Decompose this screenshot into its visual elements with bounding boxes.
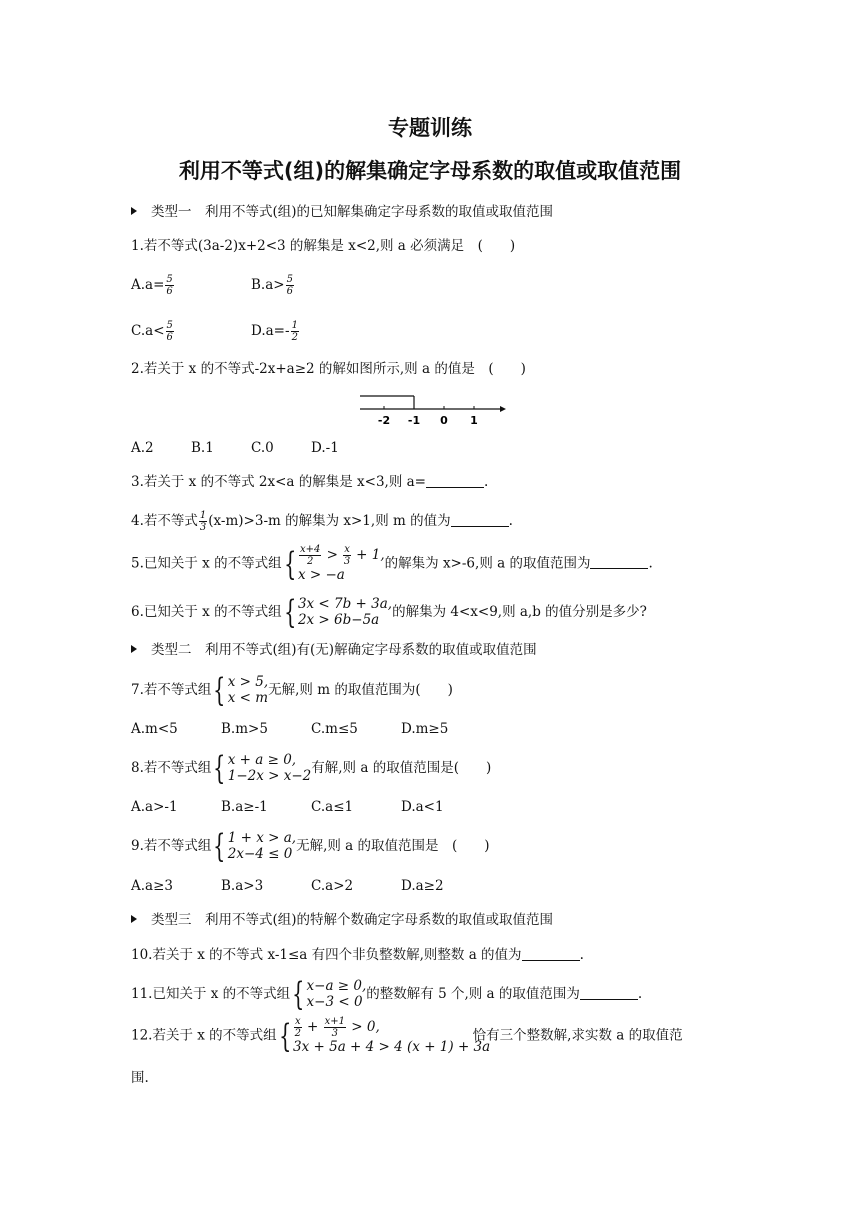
q7-option-b: B.m>5 xyxy=(221,721,268,737)
q1-option-d: D.a=- $\frac{1}{2}$ xyxy=(251,320,298,343)
page-subtitle: 利用不等式(组)的解集确定字母系数的取值或取值范围 xyxy=(178,159,682,183)
inequality-system: { 1 + x > a, 2x−4 ≤ 0 xyxy=(213,827,297,865)
question-12-continued: 围. xyxy=(131,1070,149,1086)
question-3: 3.若关于 x 的不等式 2x<a 的解集是 x<3,则 a= . xyxy=(131,474,489,490)
q1-option-c: C.a< $\frac{5}{6}$ xyxy=(131,320,173,343)
tick-label: 0 xyxy=(440,414,448,427)
triangle-bullet-icon xyxy=(131,915,137,923)
q8-option-a: A.a>-1 xyxy=(131,799,178,815)
question-7: 7.若不等式组 { x > 5, x < m 无解,则 m 的取值范围为( ) xyxy=(131,671,453,709)
q9-option-d: D.a≥2 xyxy=(401,878,444,894)
q2-option-b: B.1 xyxy=(191,440,214,456)
question-5: 5.已知关于 x 的不等式组 { $\frac{x+4}{2}$ > $\frac{x}{3}$ + 1, x > −a 的解集为 x>-6,则 a 的取值范围为 . xyxy=(131,544,653,583)
inequality-system: { x > 5, x < m xyxy=(213,671,269,709)
q8-option-c: C.a≤1 xyxy=(311,799,354,815)
section-heading-3: 类型三 利用不等式(组)的特解个数确定字母系数的取值或取值范围 xyxy=(131,910,553,930)
question-6: 6.已知关于 x 的不等式组 { 3x < 7b + 3a, 2x > 6b−5a 的解集为 4<x<9,则 a,b 的值分别是多少? xyxy=(131,593,647,631)
inequality-system: { x−a ≥ 0, x−3 < 0 xyxy=(292,975,367,1013)
section-heading-2: 类型二 利用不等式(组)有(无)解确定字母系数的取值或取值范围 xyxy=(131,640,537,660)
page-title: 专题训练 xyxy=(388,116,472,140)
question-9: 9.若不等式组 { 1 + x > a, 2x−4 ≤ 0 无解,则 a 的取值范围是 ( ) xyxy=(131,827,490,865)
answer-blank xyxy=(522,960,580,961)
q1-option-a: A.a= $\frac{5}{6}$ xyxy=(131,274,173,297)
answer-blank xyxy=(590,568,648,569)
triangle-bullet-icon xyxy=(131,207,137,215)
question-12: 12.若关于 x 的不等式组 { $\frac{x}{2}$ + $\frac{x+1}{3}$ > 0, 3x + 5a + 4 > 4 (x + 1) + 3a 恰有三个整数解,求实数 a 的取值范 xyxy=(131,1016,683,1055)
q9-option-c: C.a>2 xyxy=(311,878,354,894)
question-1-stem: 1.若不等式(3a-2)x+2<3 的解集是 x<2,则 a 必须满足 ( ) xyxy=(131,238,516,254)
inequality-system: { 3x < 7b + 3a, 2x > 6b−5a xyxy=(283,593,393,631)
tick-label: -1 xyxy=(407,414,421,427)
q7-option-d: D.m≥5 xyxy=(401,721,449,737)
q9-option-b: B.a>3 xyxy=(221,878,264,894)
q9-option-a: A.a≥3 xyxy=(131,878,173,894)
triangle-bullet-icon xyxy=(131,645,137,653)
q2-option-c: C.0 xyxy=(251,440,274,456)
arrow-right-icon xyxy=(500,406,506,412)
tick-label: 1 xyxy=(470,414,478,427)
question-4: 4.若不等式 $\frac{1}{3}$ (x-m)>3-m 的解集为 x>1,则 m 的值为 . xyxy=(131,510,513,533)
q7-option-a: A.m<5 xyxy=(131,721,178,737)
q1-option-b: B.a> $\frac{5}{6}$ xyxy=(251,274,293,297)
question-10: 10.若关于 x 的不等式 x-1≤a 有四个非负整数解,则整数 a 的值为 . xyxy=(131,947,584,963)
answer-blank xyxy=(451,526,509,527)
q8-option-d: D.a<1 xyxy=(401,799,444,815)
question-2-stem: 2.若关于 x 的不等式-2x+a≥2 的解如图所示,则 a 的值是 ( ) xyxy=(131,361,526,377)
number-line-diagram xyxy=(358,393,508,429)
q7-option-c: C.m≤5 xyxy=(311,721,358,737)
question-8: 8.若不等式组 { x + a ≥ 0, 1−2x > x−2 有解,则 a 的取值范围是( ) xyxy=(131,749,492,787)
q8-option-b: B.a≥-1 xyxy=(221,799,268,815)
q2-option-d: D.-1 xyxy=(311,440,339,456)
answer-blank xyxy=(580,999,638,1000)
inequality-system: { $\frac{x}{2}$ + $\frac{x+1}{3}$ > 0, 3x + 5a + 4 > 4 (x + 1) + 3a xyxy=(278,1016,491,1055)
question-11: 11.已知关于 x 的不等式组 { x−a ≥ 0, x−3 < 0 的整数解有 5 个,则 a 的取值范围为 . xyxy=(131,975,643,1013)
answer-blank xyxy=(426,487,484,488)
inequality-system: { x + a ≥ 0, 1−2x > x−2 xyxy=(213,749,312,787)
inequality-system: { $\frac{x+4}{2}$ > $\frac{x}{3}$ + 1, x > −a xyxy=(283,544,385,583)
q2-option-a: A.2 xyxy=(131,440,154,456)
section-heading-1: 类型一 利用不等式(组)的已知解集确定字母系数的取值或取值范围 xyxy=(131,202,553,222)
tick-label: -2 xyxy=(377,414,391,427)
